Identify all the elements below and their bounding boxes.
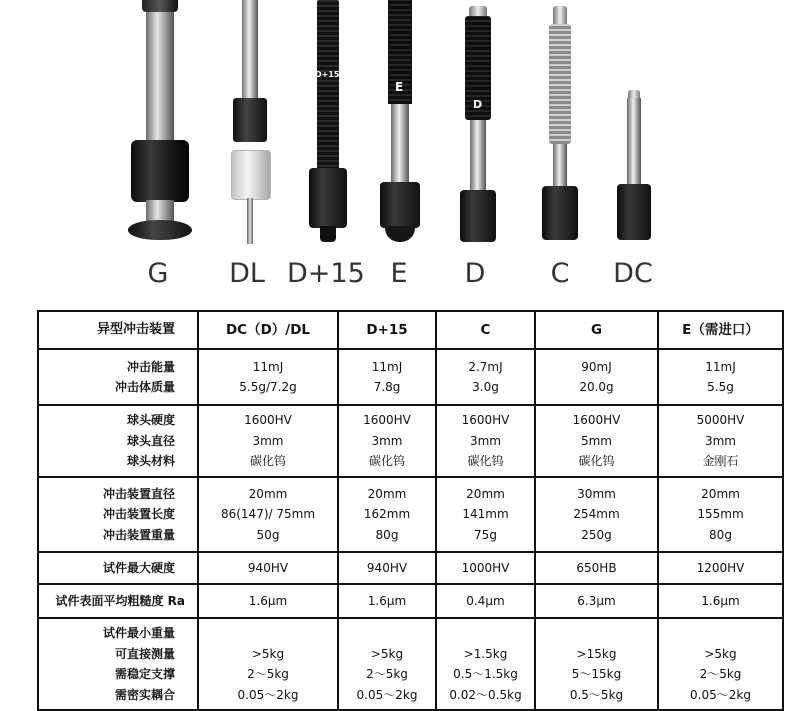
table-cell: >5kg 2～5kg 0.05～2kg: [658, 618, 783, 710]
table-row: [38, 552, 783, 584]
probe-e-image: [378, 0, 422, 250]
probe-dc-image: [614, 0, 654, 250]
table-cell: 30mm 254mm 250g: [535, 477, 658, 552]
table-cell: 1.6μm: [658, 584, 783, 618]
table-cell: 1600HV 3mm 碳化钨: [338, 405, 436, 477]
probe-d-image: [458, 0, 498, 250]
table-cell: 1.6μm: [338, 584, 436, 618]
table-cell: 940HV: [198, 552, 338, 584]
table-cell: 6.3μm: [535, 584, 658, 618]
probe-d15-image: [308, 0, 348, 250]
row-params: 试件表面平均粗糙度 Ra: [38, 584, 198, 618]
table-cell: 11mJ 5.5g: [658, 349, 783, 405]
probe-label-g: G: [147, 258, 169, 289]
table-cell: 2.7mJ 3.0g: [436, 349, 535, 405]
table-cell: 1600HV 5mm 碳化钨: [535, 405, 658, 477]
probe-g-image: [128, 0, 192, 250]
row-params: 试件最小重量 可直接测量 需稳定支撑 需密实耦合: [38, 618, 198, 710]
table-cell: 20mm 162mm 80g: [338, 477, 436, 552]
probe-dl-image: [228, 0, 272, 250]
table-header-row: [38, 311, 783, 349]
probe-label-dc: DC: [613, 258, 653, 289]
row-params: 冲击能量 冲击体质量: [38, 349, 198, 405]
table-cell: 1600HV 3mm 碳化钨: [198, 405, 338, 477]
table-cell: 11mJ 7.8g: [338, 349, 436, 405]
header-col-c: C: [436, 311, 535, 349]
table-cell: 1000HV: [436, 552, 535, 584]
table-cell: 0.4μm: [436, 584, 535, 618]
table-cell: 1.6μm: [198, 584, 338, 618]
table-row: [38, 477, 783, 552]
probe-label-dl: DL: [229, 258, 265, 289]
table-cell: 940HV: [338, 552, 436, 584]
table-cell: 1200HV: [658, 552, 783, 584]
header-col-g: G: [535, 311, 658, 349]
table-cell: 11mJ 5.5g/7.2g: [198, 349, 338, 405]
probe-d15-body-text: D+15: [315, 70, 340, 79]
table-cell: 20mm 141mm 75g: [436, 477, 535, 552]
table-cell: 90mJ 20.0g: [535, 349, 658, 405]
table-row: [38, 349, 783, 405]
table-cell: 20mm 86(147)/ 75mm 50g: [198, 477, 338, 552]
probe-c-image: [540, 0, 580, 250]
header-param: 异型冲击装置: [38, 311, 198, 349]
probe-e-body-text: E: [395, 80, 404, 94]
probe-d-body-text: D: [473, 98, 483, 111]
table-row: [38, 405, 783, 477]
table-cell: >1.5kg 0.5～1.5kg 0.02～0.5kg: [436, 618, 535, 710]
table-cell: 650HB: [535, 552, 658, 584]
table-cell: >5kg 2～5kg 0.05～2kg: [338, 618, 436, 710]
header-col-d15: D+15: [338, 311, 436, 349]
row-params: 冲击装置直径 冲击装置长度 冲击装置重量: [38, 477, 198, 552]
probe-label-c: C: [550, 258, 570, 289]
header-col-e: E（需进口）: [658, 311, 783, 349]
table-cell: 20mm 155mm 80g: [658, 477, 783, 552]
table-row: [38, 584, 783, 618]
probe-label-d15: D+15: [287, 258, 365, 289]
table-cell: 5000HV 3mm 金刚石: [658, 405, 783, 477]
header-col-dc-dl: DC（D）/DL: [198, 311, 338, 349]
row-params: 球头硬度 球头直径 球头材料: [38, 405, 198, 477]
table-cell: >5kg 2～5kg 0.05～2kg: [198, 618, 338, 710]
probe-photo-strip: [0, 0, 790, 300]
spec-table: [37, 310, 784, 711]
row-params: 试件最大硬度: [38, 552, 198, 584]
table-cell: 1600HV 3mm 碳化钨: [436, 405, 535, 477]
probe-label-d: D: [464, 258, 486, 289]
probe-label-e: E: [390, 258, 408, 289]
table-cell: >15kg 5～15kg 0.5～5kg: [535, 618, 658, 710]
table-row: [38, 618, 783, 710]
